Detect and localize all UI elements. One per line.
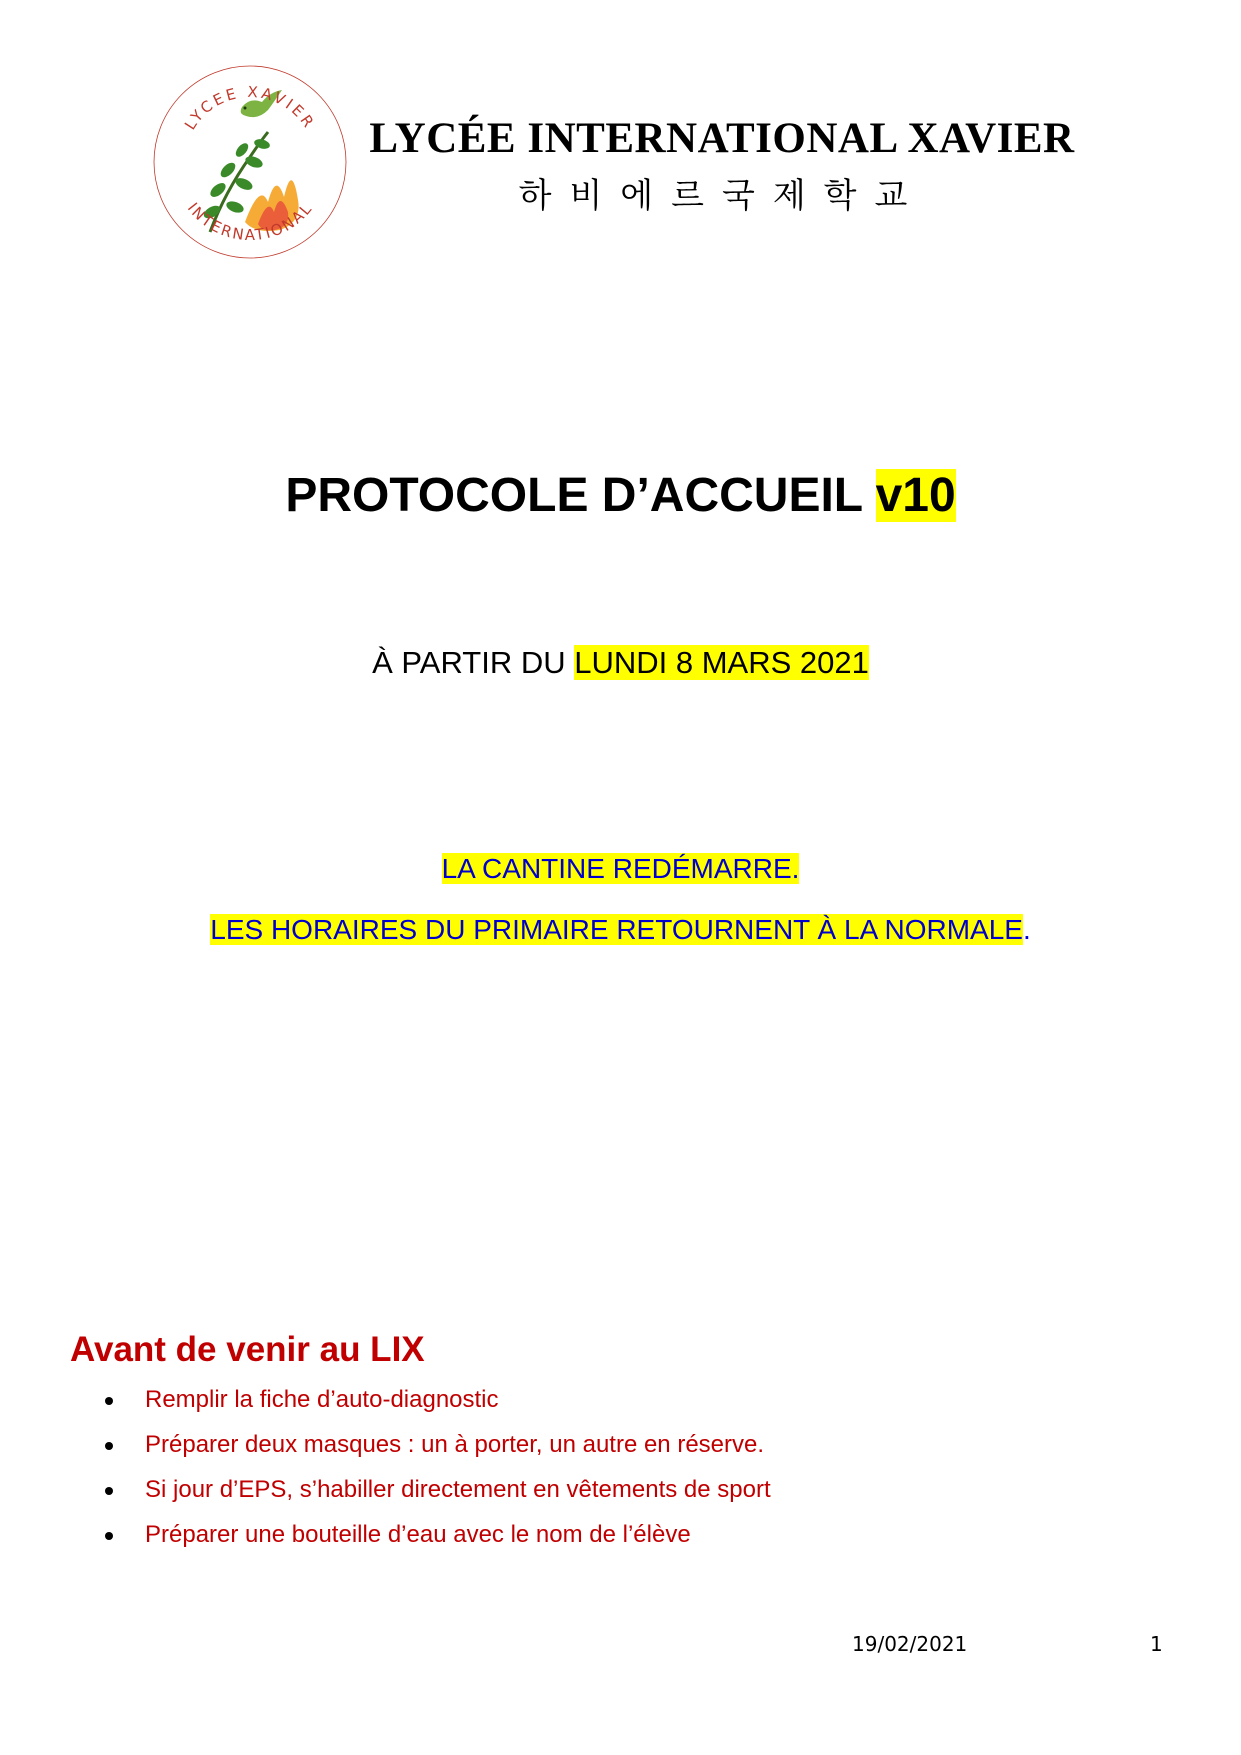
notice-canteen-text: LA CANTINE REDÉMARRE. [441,853,800,884]
list-item-text: Préparer deux masques : un à porter, un autre en réserve. [145,1431,765,1458]
bullet-icon [105,1532,113,1540]
school-logo [150,62,350,262]
school-name-korean: 하비에르국제학교 [518,176,926,216]
bullet-icon [105,1397,113,1405]
checklist [100,1385,771,1565]
notice-schedule-period: . [1022,914,1031,945]
list-item-text: Préparer une bouteille d’eau avec le nom de l’élève [145,1521,691,1548]
list-item-text: Si jour d’EPS, s’habiller directement en vêtements de sport [145,1476,771,1503]
list-item [100,1520,771,1565]
start-date: LUNDI 8 MARS 2021 [574,645,869,680]
logo-text-bottom: INTERNATIONAL [183,199,317,245]
notice-schedule-text: LES HORAIRES DU PRIMAIRE RETOURNENT À LA NORMALE [210,914,1023,945]
school-name: LYCÉE INTERNATIONAL XAVIER [369,115,1075,162]
list-item [100,1475,771,1520]
notice-canteen [0,853,1241,885]
page-number: 1 [1150,1632,1163,1656]
title-text: PROTOCOLE D’ACCUEIL [285,469,876,522]
list-item [100,1430,771,1475]
bullet-icon [105,1487,113,1495]
bullet-icon [105,1442,113,1450]
list-item [100,1385,771,1430]
title-version: v10 [875,469,956,522]
list-item-text: Remplir la fiche d’auto-diagnostic [145,1386,499,1413]
notice-schedule [0,914,1241,946]
start-date-line [0,645,1241,681]
start-prefix: À PARTIR DU [372,645,575,680]
footer-date: 19/02/2021 [852,1632,968,1656]
school-logo-graphic [150,62,350,262]
section-heading: Avant de venir au LIX [70,1330,425,1369]
page-title [0,468,1241,523]
logo-text-top: LYCEE XAVIER [180,82,319,134]
